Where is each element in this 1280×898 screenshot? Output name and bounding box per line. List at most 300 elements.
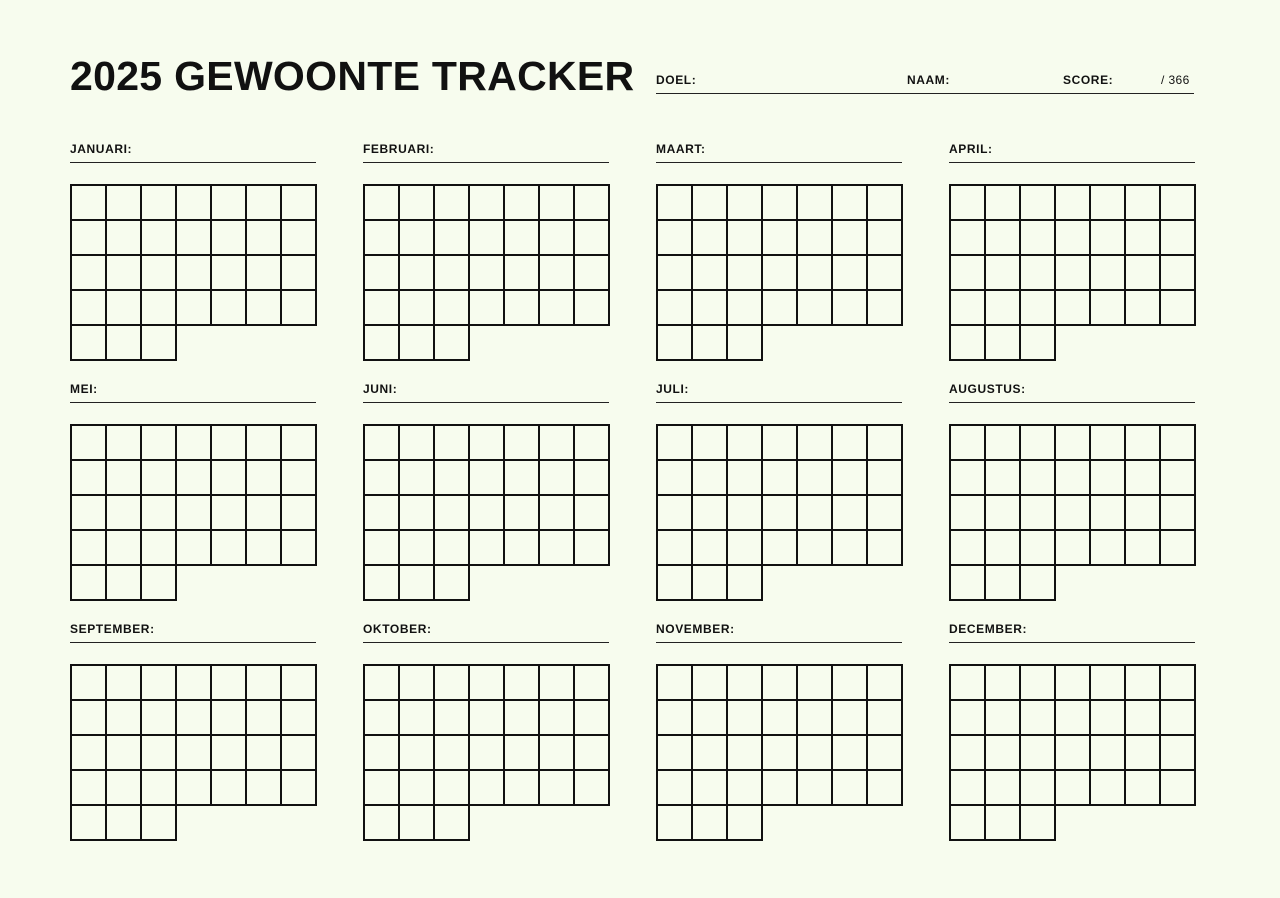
day-cell[interactable] [434, 735, 469, 770]
day-cell[interactable] [867, 255, 902, 290]
day-cell[interactable] [141, 665, 176, 700]
day-cell[interactable] [399, 460, 434, 495]
day-cell[interactable] [1090, 290, 1125, 325]
day-cell[interactable] [1160, 460, 1195, 495]
day-cell[interactable] [434, 665, 469, 700]
day-cell[interactable] [1125, 665, 1160, 700]
day-cell[interactable] [1125, 185, 1160, 220]
day-cell[interactable] [657, 735, 692, 770]
day-cell[interactable] [1125, 530, 1160, 565]
day-cell[interactable] [1090, 530, 1125, 565]
day-cell[interactable] [364, 460, 399, 495]
day-cell[interactable] [469, 770, 504, 805]
day-cell[interactable] [832, 770, 867, 805]
day-cell[interactable] [141, 425, 176, 460]
day-cell[interactable] [762, 185, 797, 220]
day-cell[interactable] [71, 495, 106, 530]
day-cell[interactable] [1020, 460, 1055, 495]
day-cell[interactable] [106, 665, 141, 700]
day-cell[interactable] [176, 185, 211, 220]
day-cell[interactable] [399, 495, 434, 530]
day-cell[interactable] [504, 530, 539, 565]
day-cell[interactable] [176, 290, 211, 325]
day-cell[interactable] [1020, 735, 1055, 770]
day-cell[interactable] [246, 700, 281, 735]
day-cell[interactable] [539, 425, 574, 460]
day-cell[interactable] [504, 700, 539, 735]
day-cell[interactable] [985, 425, 1020, 460]
day-cell[interactable] [106, 735, 141, 770]
day-cell[interactable] [71, 220, 106, 255]
day-cell[interactable] [364, 290, 399, 325]
day-cell[interactable] [176, 425, 211, 460]
day-cell[interactable] [141, 325, 176, 360]
day-cell[interactable] [950, 805, 985, 840]
day-cell[interactable] [867, 770, 902, 805]
day-cell[interactable] [1020, 565, 1055, 600]
day-cell[interactable] [832, 185, 867, 220]
day-cell[interactable] [657, 460, 692, 495]
day-cell[interactable] [281, 700, 316, 735]
day-cell[interactable] [211, 770, 246, 805]
day-cell[interactable] [141, 290, 176, 325]
day-cell[interactable] [281, 495, 316, 530]
day-cell[interactable] [657, 220, 692, 255]
day-cell[interactable] [727, 805, 762, 840]
day-cell[interactable] [434, 565, 469, 600]
day-cell[interactable] [727, 460, 762, 495]
day-cell[interactable] [364, 255, 399, 290]
day-cell[interactable] [1020, 700, 1055, 735]
day-cell[interactable] [469, 290, 504, 325]
day-cell[interactable] [434, 805, 469, 840]
day-cell[interactable] [574, 530, 609, 565]
day-cell[interactable] [950, 425, 985, 460]
day-cell[interactable] [434, 290, 469, 325]
day-cell[interactable] [1090, 735, 1125, 770]
day-cell[interactable] [176, 255, 211, 290]
day-cell[interactable] [246, 460, 281, 495]
day-cell[interactable] [692, 805, 727, 840]
day-cell[interactable] [762, 460, 797, 495]
day-cell[interactable] [832, 255, 867, 290]
day-cell[interactable] [504, 220, 539, 255]
day-cell[interactable] [832, 700, 867, 735]
day-cell[interactable] [211, 185, 246, 220]
day-cell[interactable] [1020, 220, 1055, 255]
day-cell[interactable] [985, 255, 1020, 290]
day-cell[interactable] [539, 220, 574, 255]
day-cell[interactable] [469, 495, 504, 530]
day-cell[interactable] [176, 495, 211, 530]
day-cell[interactable] [434, 495, 469, 530]
day-cell[interactable] [797, 255, 832, 290]
day-cell[interactable] [246, 530, 281, 565]
day-cell[interactable] [399, 665, 434, 700]
day-cell[interactable] [985, 290, 1020, 325]
day-cell[interactable] [1020, 290, 1055, 325]
day-cell[interactable] [399, 255, 434, 290]
day-cell[interactable] [867, 460, 902, 495]
day-cell[interactable] [727, 185, 762, 220]
day-cell[interactable] [727, 530, 762, 565]
day-cell[interactable] [832, 220, 867, 255]
day-cell[interactable] [106, 460, 141, 495]
day-cell[interactable] [797, 495, 832, 530]
day-cell[interactable] [797, 665, 832, 700]
day-cell[interactable] [762, 495, 797, 530]
day-cell[interactable] [246, 290, 281, 325]
day-cell[interactable] [211, 735, 246, 770]
day-cell[interactable] [832, 665, 867, 700]
day-cell[interactable] [504, 665, 539, 700]
day-cell[interactable] [1125, 770, 1160, 805]
day-cell[interactable] [71, 665, 106, 700]
day-cell[interactable] [950, 665, 985, 700]
day-cell[interactable] [1160, 770, 1195, 805]
day-cell[interactable] [574, 185, 609, 220]
day-cell[interactable] [762, 255, 797, 290]
day-cell[interactable] [985, 700, 1020, 735]
day-cell[interactable] [71, 325, 106, 360]
day-cell[interactable] [71, 255, 106, 290]
day-cell[interactable] [657, 495, 692, 530]
day-cell[interactable] [106, 565, 141, 600]
day-cell[interactable] [469, 425, 504, 460]
day-cell[interactable] [1160, 530, 1195, 565]
day-cell[interactable] [832, 425, 867, 460]
day-cell[interactable] [832, 460, 867, 495]
day-cell[interactable] [985, 735, 1020, 770]
day-cell[interactable] [1055, 770, 1090, 805]
day-cell[interactable] [176, 460, 211, 495]
day-cell[interactable] [1055, 220, 1090, 255]
day-cell[interactable] [1020, 805, 1055, 840]
day-cell[interactable] [950, 290, 985, 325]
day-cell[interactable] [950, 565, 985, 600]
day-cell[interactable] [762, 425, 797, 460]
day-cell[interactable] [727, 770, 762, 805]
day-cell[interactable] [281, 185, 316, 220]
day-cell[interactable] [141, 735, 176, 770]
day-cell[interactable] [211, 665, 246, 700]
day-cell[interactable] [364, 770, 399, 805]
day-cell[interactable] [399, 530, 434, 565]
day-cell[interactable] [692, 325, 727, 360]
day-cell[interactable] [1055, 495, 1090, 530]
day-cell[interactable] [1090, 255, 1125, 290]
day-cell[interactable] [1125, 700, 1160, 735]
day-cell[interactable] [141, 495, 176, 530]
day-cell[interactable] [364, 220, 399, 255]
day-cell[interactable] [106, 425, 141, 460]
day-cell[interactable] [106, 255, 141, 290]
day-cell[interactable] [1020, 325, 1055, 360]
day-cell[interactable] [71, 700, 106, 735]
day-cell[interactable] [141, 220, 176, 255]
day-cell[interactable] [657, 770, 692, 805]
day-cell[interactable] [71, 185, 106, 220]
day-cell[interactable] [399, 700, 434, 735]
day-cell[interactable] [434, 700, 469, 735]
day-cell[interactable] [434, 425, 469, 460]
day-cell[interactable] [985, 565, 1020, 600]
day-cell[interactable] [281, 665, 316, 700]
day-cell[interactable] [985, 665, 1020, 700]
day-cell[interactable] [762, 770, 797, 805]
day-cell[interactable] [364, 565, 399, 600]
day-cell[interactable] [692, 700, 727, 735]
day-cell[interactable] [1125, 495, 1160, 530]
day-cell[interactable] [657, 325, 692, 360]
day-cell[interactable] [574, 220, 609, 255]
day-cell[interactable] [867, 665, 902, 700]
day-cell[interactable] [399, 735, 434, 770]
day-cell[interactable] [281, 220, 316, 255]
day-cell[interactable] [950, 460, 985, 495]
day-cell[interactable] [1090, 220, 1125, 255]
day-cell[interactable] [797, 530, 832, 565]
day-cell[interactable] [399, 220, 434, 255]
day-cell[interactable] [141, 700, 176, 735]
day-cell[interactable] [867, 185, 902, 220]
day-cell[interactable] [106, 770, 141, 805]
day-cell[interactable] [1055, 460, 1090, 495]
day-cell[interactable] [434, 220, 469, 255]
day-cell[interactable] [399, 805, 434, 840]
day-cell[interactable] [539, 495, 574, 530]
day-cell[interactable] [574, 735, 609, 770]
day-cell[interactable] [985, 530, 1020, 565]
day-cell[interactable] [832, 495, 867, 530]
day-cell[interactable] [692, 770, 727, 805]
day-cell[interactable] [985, 460, 1020, 495]
day-cell[interactable] [211, 495, 246, 530]
day-cell[interactable] [1125, 220, 1160, 255]
day-cell[interactable] [364, 805, 399, 840]
day-cell[interactable] [1020, 185, 1055, 220]
day-cell[interactable] [504, 770, 539, 805]
day-cell[interactable] [727, 565, 762, 600]
day-cell[interactable] [1125, 290, 1160, 325]
day-cell[interactable] [539, 290, 574, 325]
day-cell[interactable] [867, 530, 902, 565]
day-cell[interactable] [106, 805, 141, 840]
day-cell[interactable] [106, 325, 141, 360]
day-cell[interactable] [469, 530, 504, 565]
day-cell[interactable] [1055, 700, 1090, 735]
day-cell[interactable] [71, 805, 106, 840]
day-cell[interactable] [1160, 700, 1195, 735]
day-cell[interactable] [176, 735, 211, 770]
day-cell[interactable] [246, 255, 281, 290]
day-cell[interactable] [141, 530, 176, 565]
day-cell[interactable] [469, 700, 504, 735]
day-cell[interactable] [106, 290, 141, 325]
day-cell[interactable] [176, 770, 211, 805]
day-cell[interactable] [364, 735, 399, 770]
day-cell[interactable] [71, 290, 106, 325]
day-cell[interactable] [985, 220, 1020, 255]
day-cell[interactable] [1160, 220, 1195, 255]
day-cell[interactable] [985, 495, 1020, 530]
day-cell[interactable] [797, 185, 832, 220]
day-cell[interactable] [762, 290, 797, 325]
day-cell[interactable] [246, 735, 281, 770]
day-cell[interactable] [434, 770, 469, 805]
day-cell[interactable] [1055, 665, 1090, 700]
day-cell[interactable] [106, 495, 141, 530]
day-cell[interactable] [950, 220, 985, 255]
day-cell[interactable] [434, 530, 469, 565]
day-cell[interactable] [1125, 255, 1160, 290]
day-cell[interactable] [574, 665, 609, 700]
day-cell[interactable] [141, 185, 176, 220]
day-cell[interactable] [141, 805, 176, 840]
day-cell[interactable] [364, 495, 399, 530]
day-cell[interactable] [692, 530, 727, 565]
day-cell[interactable] [364, 185, 399, 220]
day-cell[interactable] [727, 700, 762, 735]
day-cell[interactable] [692, 565, 727, 600]
day-cell[interactable] [950, 700, 985, 735]
day-cell[interactable] [469, 460, 504, 495]
day-cell[interactable] [281, 290, 316, 325]
day-cell[interactable] [504, 255, 539, 290]
day-cell[interactable] [692, 255, 727, 290]
day-cell[interactable] [1055, 255, 1090, 290]
day-cell[interactable] [762, 220, 797, 255]
day-cell[interactable] [797, 700, 832, 735]
day-cell[interactable] [539, 700, 574, 735]
day-cell[interactable] [727, 290, 762, 325]
day-cell[interactable] [434, 185, 469, 220]
day-cell[interactable] [1020, 425, 1055, 460]
day-cell[interactable] [539, 770, 574, 805]
day-cell[interactable] [504, 185, 539, 220]
day-cell[interactable] [176, 665, 211, 700]
day-cell[interactable] [1160, 665, 1195, 700]
day-cell[interactable] [727, 255, 762, 290]
day-cell[interactable] [832, 290, 867, 325]
day-cell[interactable] [364, 700, 399, 735]
day-cell[interactable] [1090, 185, 1125, 220]
day-cell[interactable] [71, 735, 106, 770]
day-cell[interactable] [727, 325, 762, 360]
day-cell[interactable] [950, 185, 985, 220]
day-cell[interactable] [950, 530, 985, 565]
day-cell[interactable] [1020, 665, 1055, 700]
day-cell[interactable] [469, 735, 504, 770]
day-cell[interactable] [141, 460, 176, 495]
day-cell[interactable] [1090, 770, 1125, 805]
day-cell[interactable] [364, 325, 399, 360]
day-cell[interactable] [246, 665, 281, 700]
day-cell[interactable] [504, 735, 539, 770]
day-cell[interactable] [399, 425, 434, 460]
day-cell[interactable] [1160, 735, 1195, 770]
day-cell[interactable] [1055, 290, 1090, 325]
day-cell[interactable] [176, 700, 211, 735]
day-cell[interactable] [832, 735, 867, 770]
day-cell[interactable] [867, 735, 902, 770]
day-cell[interactable] [539, 530, 574, 565]
day-cell[interactable] [469, 220, 504, 255]
day-cell[interactable] [211, 255, 246, 290]
day-cell[interactable] [71, 530, 106, 565]
day-cell[interactable] [727, 665, 762, 700]
day-cell[interactable] [364, 530, 399, 565]
day-cell[interactable] [797, 220, 832, 255]
day-cell[interactable] [469, 255, 504, 290]
day-cell[interactable] [211, 425, 246, 460]
day-cell[interactable] [1055, 425, 1090, 460]
day-cell[interactable] [211, 290, 246, 325]
day-cell[interactable] [106, 530, 141, 565]
day-cell[interactable] [985, 325, 1020, 360]
day-cell[interactable] [797, 290, 832, 325]
day-cell[interactable] [574, 460, 609, 495]
day-cell[interactable] [176, 220, 211, 255]
day-cell[interactable] [1125, 425, 1160, 460]
day-cell[interactable] [106, 700, 141, 735]
day-cell[interactable] [399, 290, 434, 325]
day-cell[interactable] [985, 185, 1020, 220]
day-cell[interactable] [1090, 665, 1125, 700]
day-cell[interactable] [106, 185, 141, 220]
day-cell[interactable] [1055, 530, 1090, 565]
day-cell[interactable] [504, 495, 539, 530]
day-cell[interactable] [727, 425, 762, 460]
day-cell[interactable] [1160, 255, 1195, 290]
day-cell[interactable] [141, 770, 176, 805]
day-cell[interactable] [364, 665, 399, 700]
day-cell[interactable] [657, 665, 692, 700]
day-cell[interactable] [1020, 770, 1055, 805]
day-cell[interactable] [797, 770, 832, 805]
day-cell[interactable] [399, 325, 434, 360]
day-cell[interactable] [434, 255, 469, 290]
day-cell[interactable] [1090, 700, 1125, 735]
day-cell[interactable] [246, 220, 281, 255]
day-cell[interactable] [657, 805, 692, 840]
day-cell[interactable] [469, 185, 504, 220]
day-cell[interactable] [657, 255, 692, 290]
day-cell[interactable] [797, 735, 832, 770]
day-cell[interactable] [574, 425, 609, 460]
day-cell[interactable] [1055, 185, 1090, 220]
day-cell[interactable] [281, 735, 316, 770]
day-cell[interactable] [657, 530, 692, 565]
day-cell[interactable] [574, 290, 609, 325]
day-cell[interactable] [246, 495, 281, 530]
day-cell[interactable] [1090, 495, 1125, 530]
day-cell[interactable] [1125, 460, 1160, 495]
day-cell[interactable] [797, 460, 832, 495]
day-cell[interactable] [692, 185, 727, 220]
day-cell[interactable] [867, 425, 902, 460]
day-cell[interactable] [539, 665, 574, 700]
day-cell[interactable] [1125, 735, 1160, 770]
day-cell[interactable] [692, 425, 727, 460]
day-cell[interactable] [364, 425, 399, 460]
day-cell[interactable] [399, 770, 434, 805]
day-cell[interactable] [469, 665, 504, 700]
day-cell[interactable] [399, 565, 434, 600]
day-cell[interactable] [950, 735, 985, 770]
day-cell[interactable] [985, 770, 1020, 805]
day-cell[interactable] [832, 530, 867, 565]
